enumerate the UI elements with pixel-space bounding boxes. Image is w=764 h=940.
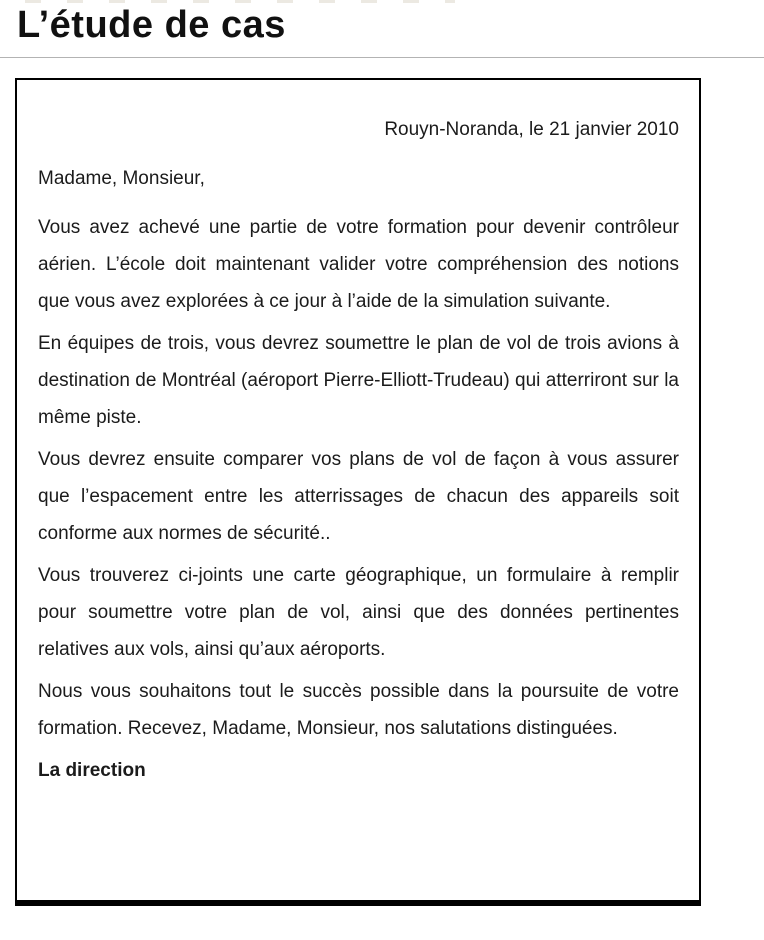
title-underline-rule bbox=[0, 57, 764, 58]
letter-paragraph-3: Vous devrez ensuite comparer vos plans de vol de façon à vous assurer que l’espacement entre les atterrissages de chacun des appareils soit conforme aux normes de sécurité.. bbox=[38, 449, 679, 544]
letter-paragraph-5: Nous vous souhaitons tout le succès possible dans la poursuite de votre formation. Recevez, Madame, Monsieur, nos salutations distinguées. bbox=[38, 681, 679, 739]
letter-signature: La direction bbox=[38, 760, 146, 781]
page-title: L’étude de cas bbox=[17, 4, 286, 46]
letter-paragraph-2: En équipes de trois, vous devrez soumettre le plan de vol de trois avions à destination de Montréal (aéroport Pierre-Elliott-Trudeau) qui atterriront sur la même piste. bbox=[38, 333, 679, 428]
letter-paragraph-1: Vous avez achevé une partie de votre formation pour devenir contrôleur aérien. L’école doit maintenant valider votre compréhension des notions que vous avez explorées à ce jour à l’aide de la simulation suivante. bbox=[38, 217, 679, 312]
letter-frame bbox=[15, 78, 701, 906]
letter-salutation: Madame, Monsieur, bbox=[38, 168, 205, 189]
letter-date-line: Rouyn-Noranda, le 21 janvier 2010 bbox=[384, 119, 679, 140]
letter-paragraph-4: Vous trouverez ci-joints une carte géographique, un formulaire à remplir pour soumettre votre plan de vol, ainsi que des données pertinentes relatives aux vols, ainsi qu’aux aéroports. bbox=[38, 565, 679, 660]
